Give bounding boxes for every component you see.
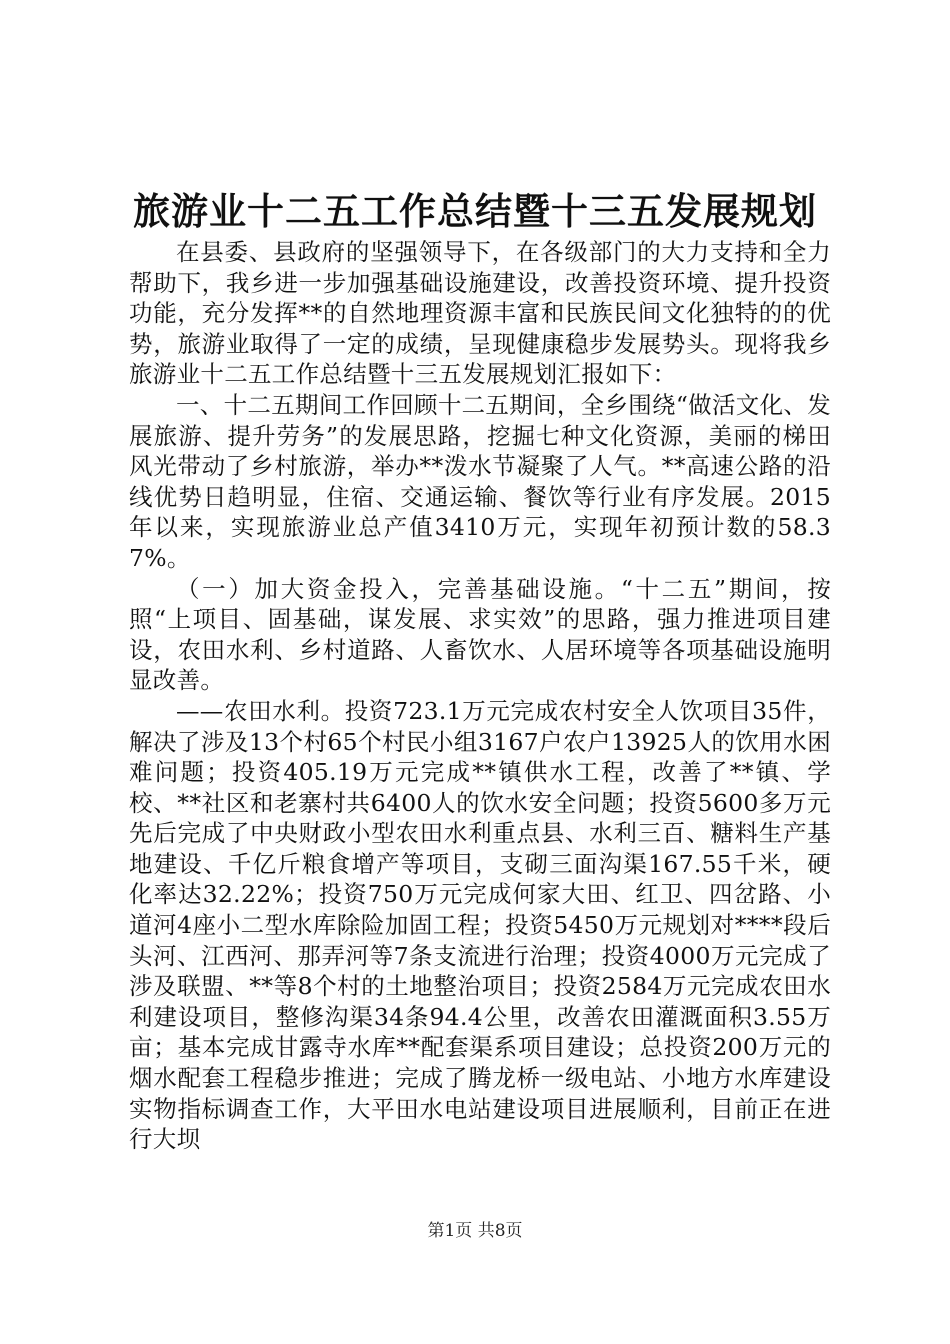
paragraph-intro: 在县委、县政府的坚强领导下，在各级部门的大力支持和全力帮助下，我乡进一步加强基础设施建设，改善投资环境、提升投资功能，充分发挥**的自然地理资源丰富和民族民间文化独特的的优势，旅游业取得了一定的成绩，呈现健康稳步发展势头。现将我乡旅游业十二五工作总结暨十三五发展规划汇报如下： — [129, 238, 831, 389]
paragraph-review: 一、十二五期间工作回顾十二五期间，全乡围绕“做活文化、发展旅游、提升劳务”的发展思路，挖掘七种文化资源，美丽的梯田风光带动了乡村旅游，举办**泼水节凝聚了人气。**高速公路的沿线优势日趋明显，住宿、交通运输、餐饮等行业有序发展。2015年以来，实现旅游业总产值3410万元，实现年初预计数的58.37%。 — [129, 390, 831, 572]
document-title: 旅游业十二五工作总结暨十三五发展规划 — [133, 189, 817, 233]
paragraph-investment: （一）加大资金投入，完善基础设施。“十二五”期间，按照“上项目、固基础，谋发展、求实效”的思路，强力推进项目建设，农田水利、乡村道路、人畜饮水、人居环境等各项基础设施明显改善。 — [129, 574, 831, 695]
document-body — [129, 237, 831, 1155]
paragraph-water-conservancy: ——农田水利。投资723.1万元完成农村安全人饮项目35件，解决了涉及13个村65个村民小组3167户农户13925人的饮用水困难问题；投资405.19万元完成**镇供水工程，改善了**镇、学校、**社区和老寨村共6400人的饮水安全问题；投资5600多万元先后完成了中央财政小型农田水利重点县、水利三百、糖料生产基地建设、千亿斤粮食增产等项目，支砌三面沟渠167.55千米，硬化率达32.22%；投资750万元完成何家大田、红卫、四岔路、小道河4座小二型水库除险加固工程；投资5450万元规划对****段后头河、江西河、那弄河等7条支流进行治理；投资4000万元完成了涉及联盟、**等8个村的土地整治项目；投资2584万元完成农田水利建设项目，整修沟渠34条94.4公里，改善农田灌溉面积3.55万亩；基本完成甘露寺水库**配套渠系项目建设；总投资200万元的烟水配套工程稳步推进；完成了腾龙桥一级电站、小地方水库建设实物指标调查工作，大平田水电站建设项目进展顺利，目前正在进行大坝 — [129, 696, 831, 1154]
page-number-footer: 第1页 共8页 — [427, 1221, 523, 1241]
